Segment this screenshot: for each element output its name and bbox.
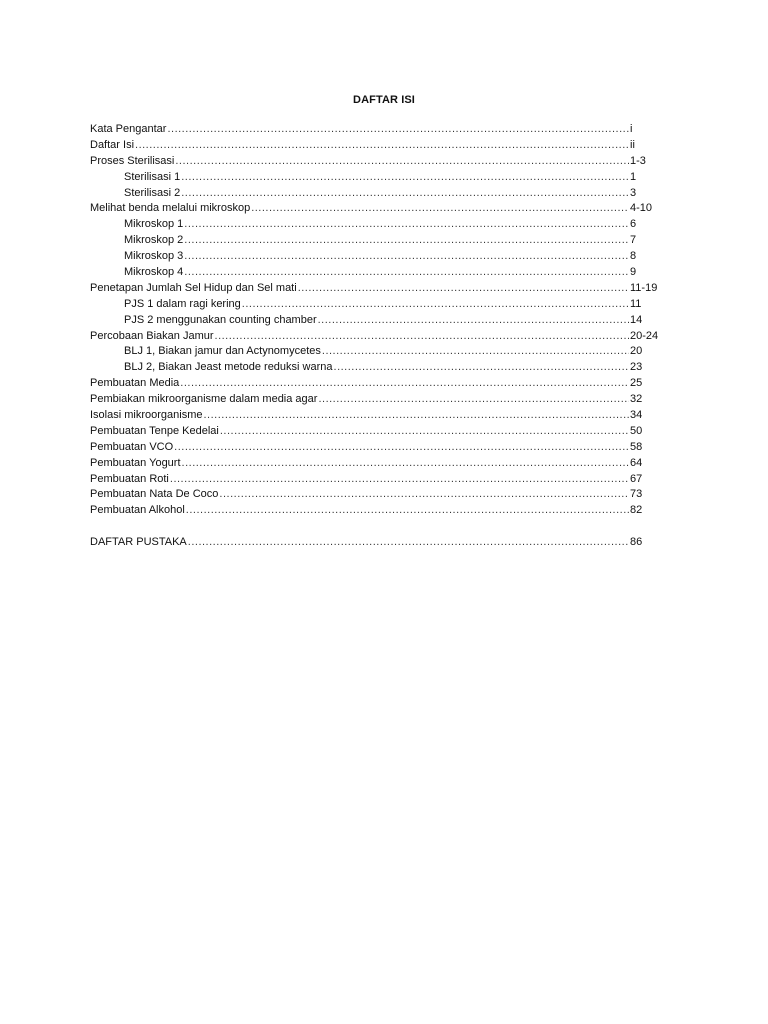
dot-leader bbox=[242, 297, 629, 313]
toc-entry-label: Mikroskop 4 bbox=[124, 266, 184, 279]
toc-entry-page-number: 14 bbox=[630, 313, 643, 326]
toc-entry-label: Daftar Isi bbox=[90, 138, 135, 151]
toc-entry bbox=[90, 265, 660, 281]
dot-leader bbox=[184, 249, 629, 265]
dot-leader bbox=[167, 122, 629, 138]
toc-entry-page-number: 82 bbox=[630, 504, 643, 517]
toc-entry-page-number: 64 bbox=[630, 456, 643, 469]
dot-leader bbox=[251, 201, 629, 217]
toc-entry-label: Percobaan Biakan Jamur bbox=[90, 329, 214, 342]
toc-entry-page-number: 3 bbox=[630, 186, 637, 199]
toc-entry-label: PJS 2 menggunakan counting chamber bbox=[124, 313, 317, 326]
toc-entry-label: BLJ 2, Biakan Jeast metode reduksi warna bbox=[124, 361, 333, 374]
table-of-contents bbox=[90, 122, 660, 551]
toc-entry-label: Sterilisasi 1 bbox=[124, 170, 181, 183]
dot-leader bbox=[220, 424, 629, 440]
section-spacer bbox=[90, 519, 660, 535]
toc-entry bbox=[90, 201, 660, 217]
toc-entry-label: Pembiakan mikroorganisme dalam media agar bbox=[90, 393, 318, 406]
dot-leader bbox=[135, 138, 629, 154]
toc-entry bbox=[90, 392, 660, 408]
toc-entry bbox=[90, 472, 660, 488]
dot-leader bbox=[180, 376, 629, 392]
dot-leader bbox=[184, 217, 629, 233]
toc-entry-label: Melihat benda melalui mikroskop bbox=[90, 202, 251, 215]
toc-entry-page-number: 23 bbox=[630, 361, 643, 374]
toc-entry-label: Mikroskop 1 bbox=[124, 218, 184, 231]
toc-entry bbox=[90, 408, 660, 424]
toc-entry bbox=[90, 170, 660, 186]
toc-entry-page-number: 73 bbox=[630, 488, 643, 501]
dot-leader bbox=[184, 265, 629, 281]
toc-entry bbox=[90, 281, 660, 297]
toc-entry-page-number: 67 bbox=[630, 472, 643, 485]
toc-entry-label: Pembuatan Roti bbox=[90, 472, 169, 485]
dot-leader bbox=[215, 329, 629, 345]
toc-entry-label: Mikroskop 2 bbox=[124, 234, 184, 247]
toc-entry-label: Pembuatan Yogurt bbox=[90, 456, 181, 469]
toc-entry bbox=[90, 344, 660, 360]
toc-entry bbox=[90, 424, 660, 440]
toc-entry-page-number: 1-3 bbox=[630, 154, 646, 167]
toc-entry-label: BLJ 1, Biakan jamur dan Actynomycetes bbox=[124, 345, 321, 358]
toc-entry-label: Proses Sterilisasi bbox=[90, 154, 175, 167]
toc-entry-page-number: 25 bbox=[630, 377, 643, 390]
dot-leader bbox=[322, 344, 629, 360]
dot-leader bbox=[186, 503, 629, 519]
toc-entry bbox=[90, 233, 660, 249]
dot-leader bbox=[298, 281, 629, 297]
toc-entry-page-number: i bbox=[630, 123, 633, 135]
toc-entry bbox=[90, 440, 660, 456]
toc-entry-label: Pembuatan VCO bbox=[90, 440, 174, 453]
dot-leader bbox=[170, 472, 629, 488]
toc-entry-page-number: ii bbox=[630, 138, 635, 151]
toc-entry bbox=[90, 329, 660, 345]
toc-entry bbox=[90, 186, 660, 202]
toc-entry bbox=[90, 360, 660, 376]
dot-leader bbox=[174, 440, 629, 456]
toc-entry-label: Penetapan Jumlah Sel Hidup dan Sel mati bbox=[90, 281, 297, 294]
toc-entry-page-number: 58 bbox=[630, 440, 643, 453]
toc-entry bbox=[90, 376, 660, 392]
toc-entry bbox=[90, 154, 660, 170]
toc-entry-page-number: 6 bbox=[630, 218, 637, 231]
toc-entry bbox=[90, 217, 660, 233]
toc-entry-label: Pembuatan Media bbox=[90, 377, 180, 390]
dot-leader bbox=[318, 313, 629, 329]
toc-entry bbox=[90, 456, 660, 472]
toc-entry-label: Mikroskop 3 bbox=[124, 250, 184, 263]
toc-entry-label: Pembuatan Alkohol bbox=[90, 504, 185, 517]
toc-entry-page-number: 32 bbox=[630, 393, 643, 406]
toc-entry bbox=[90, 249, 660, 265]
toc-entry-label: Pembuatan Nata De Coco bbox=[90, 488, 219, 501]
toc-entry bbox=[90, 122, 660, 138]
toc-entry-page-number: 1 bbox=[630, 170, 637, 183]
toc-entry-page-number: 20 bbox=[630, 345, 643, 358]
toc-entry-label: DAFTAR PUSTAKA bbox=[90, 536, 187, 549]
dot-leader bbox=[203, 408, 629, 424]
toc-entry bbox=[90, 313, 660, 329]
toc-entry bbox=[90, 487, 660, 503]
toc-entry-bibliography bbox=[90, 535, 660, 551]
dot-leader bbox=[175, 154, 629, 170]
dot-leader bbox=[219, 487, 629, 503]
toc-entry-page-number: 7 bbox=[630, 234, 637, 247]
toc-entry-label: PJS 1 dalam ragi kering bbox=[124, 297, 241, 310]
page-title: DAFTAR ISI bbox=[353, 94, 415, 106]
toc-entry-label: Isolasi mikroorganisme bbox=[90, 409, 203, 422]
toc-entry-page-number: 50 bbox=[630, 424, 643, 437]
dot-leader bbox=[181, 170, 629, 186]
toc-entry-page-number: 34 bbox=[630, 409, 643, 422]
toc-entry bbox=[90, 138, 660, 154]
toc-entry-page-number: 86 bbox=[630, 536, 643, 549]
dot-leader bbox=[188, 535, 629, 551]
toc-entry bbox=[90, 297, 660, 313]
toc-entry-page-number: 11 bbox=[630, 297, 642, 310]
toc-entry-page-number: 8 bbox=[630, 250, 637, 263]
dot-leader bbox=[334, 360, 629, 376]
toc-entry-page-number: 9 bbox=[630, 266, 637, 279]
toc-entry-page-number: 4-10 bbox=[630, 202, 653, 215]
toc-entry-page-number: 11-19 bbox=[630, 281, 658, 294]
toc-entry bbox=[90, 503, 660, 519]
toc-entry-label: Pembuatan Tenpe Kedelai bbox=[90, 424, 219, 437]
toc-entry-label: Sterilisasi 2 bbox=[124, 186, 181, 199]
dot-leader bbox=[318, 392, 629, 408]
dot-leader bbox=[181, 186, 629, 202]
dot-leader bbox=[184, 233, 629, 249]
toc-entry-label: Kata Pengantar bbox=[90, 123, 167, 135]
toc-entry-page-number: 20-24 bbox=[630, 329, 659, 342]
dot-leader bbox=[182, 456, 629, 472]
